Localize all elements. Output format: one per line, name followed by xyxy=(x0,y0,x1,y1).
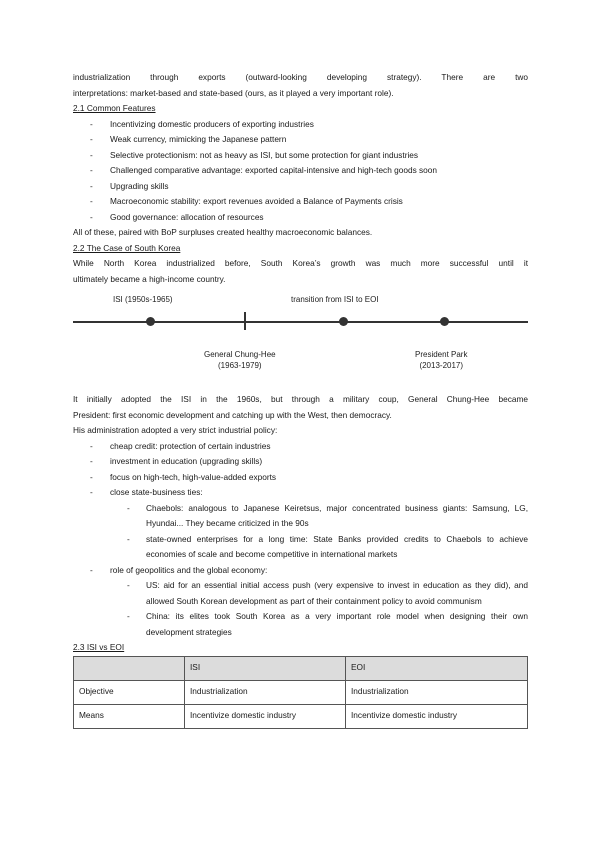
table-cell: Means xyxy=(74,704,185,728)
table-header-cell: EOI xyxy=(346,656,528,680)
korea-paragraph-2: His administration adopted a very strict industrial policy: xyxy=(73,425,278,435)
table-cell: Incentivize domestic industry xyxy=(346,704,528,728)
list-item: - close state-business ties: xyxy=(73,485,528,501)
timeline-label-park xyxy=(415,349,467,371)
policy-list xyxy=(73,439,528,501)
list-item: - Selective protectionism: not as heavy as ISI, but some protection for giant industries xyxy=(73,148,528,164)
section-heading-isi-vs-eoi: 2.3 ISI vs EOI xyxy=(73,642,125,652)
table-cell: Objective xyxy=(74,680,185,704)
timeline-point-transition xyxy=(339,317,348,326)
list-item: - Good governance: allocation of resources xyxy=(73,210,528,226)
table-cell: Industrialization xyxy=(185,680,346,704)
korea-paragraph-1-line-1: It initially adopted the ISI in the 1960s, but through a military coup, General Chung-Hee became xyxy=(73,394,528,404)
list-item: - cheap credit: protection of certain industries xyxy=(73,439,528,455)
list-item: - state-owned enterprises for a long time: State Banks provided credits to Chaebols to achieve economies of scale and become competitive in international markets xyxy=(73,532,528,563)
timeline-axis xyxy=(73,321,528,323)
table-row xyxy=(74,704,528,728)
timeline-tick-chung-hee xyxy=(244,312,246,330)
timeline-chung-hee-years: (1963-1979) xyxy=(218,361,262,370)
intro-line-1: industrialization through exports (outward-looking developing strategy). There are two xyxy=(73,72,528,82)
list-item: - Incentivizing domestic producers of exporting industries xyxy=(73,117,528,133)
section-heading-common-features: 2.1 Common Features xyxy=(73,103,156,113)
table-header-cell: ISI xyxy=(185,656,346,680)
list-item: - Chaebols: analogous to Japanese Keiretsus, major concentrated business giants: Samsung, LG, Hyundai... They became criticized in the 90s xyxy=(73,501,528,532)
korea-intro-line-2: ultimately became a high-income country. xyxy=(73,273,226,284)
timeline-chung-hee-name: General Chung-Hee xyxy=(204,350,276,359)
timeline-point-isi xyxy=(146,317,155,326)
korea-intro-line-1: While North Korea industrialized before, South Korea’s growth was much more successful until it xyxy=(73,258,528,268)
table-header-row xyxy=(74,656,528,680)
list-item: - Upgrading skills xyxy=(73,179,528,195)
table-cell: Industrialization xyxy=(346,680,528,704)
geopolitics-list xyxy=(73,563,528,579)
timeline-point-park xyxy=(440,317,449,326)
list-item: - Challenged comparative advantage: exported capital-intensive and high-tech goods soon xyxy=(73,163,528,179)
table-header-cell xyxy=(74,656,185,680)
intro-line-2: interpretations: market-based and state-based (ours, as it played a very important role). xyxy=(73,87,394,98)
list-item: - focus on high-tech, high-value-added exports xyxy=(73,470,528,486)
document-page xyxy=(73,70,528,729)
list-item: - Macroeconomic stability: export revenues avoided a Balance of Payments crisis xyxy=(73,194,528,210)
timeline-label-chung-hee xyxy=(204,349,276,371)
list-item: - investment in education (upgrading skills) xyxy=(73,454,528,470)
list-item: - US: aid for an essential initial access push (very expensive to invest in education as they did), and allowed South Korean development as part of their containment policy to avoid communism xyxy=(73,578,528,609)
timeline-label-isi: ISI (1950s-1965) xyxy=(113,295,173,304)
list-item: - role of geopolitics and the global economy: xyxy=(73,563,528,579)
common-summary: All of these, paired with BoP surpluses created healthy macroeconomic balances. xyxy=(73,227,373,237)
korea-timeline xyxy=(73,287,528,392)
korea-paragraph-1-line-2: President: first economic development and catching up with the West, then democracy. xyxy=(73,409,392,420)
list-item: - Weak currency, mimicking the Japanese pattern xyxy=(73,132,528,148)
timeline-label-transition: transition from ISI to EOI xyxy=(291,295,379,304)
timeline-park-years: (2013-2017) xyxy=(419,361,464,370)
section-heading-south-korea: 2.2 The Case of South Korea xyxy=(73,242,181,253)
comparison-table xyxy=(73,656,528,729)
list-item: - China: its elites took South Korea as a very important role model when designing their own development strategies xyxy=(73,609,528,640)
common-features-list xyxy=(73,117,528,226)
table-row xyxy=(74,680,528,704)
state-business-ties-list xyxy=(73,501,528,563)
table-cell: Incentivize domestic industry xyxy=(185,704,346,728)
geopolitics-sublist xyxy=(73,578,528,640)
timeline-park-name: President Park xyxy=(415,350,468,359)
